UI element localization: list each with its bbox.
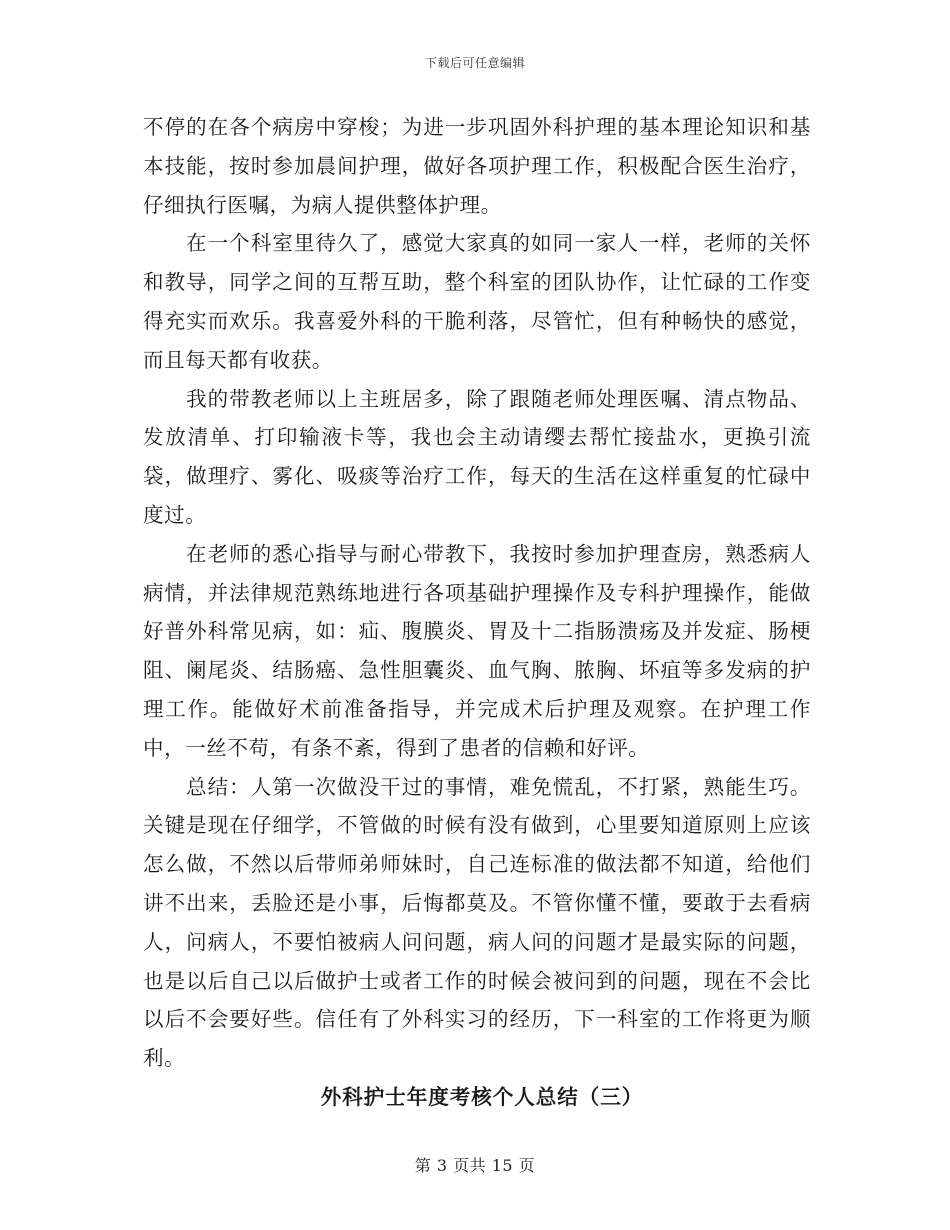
paragraph-4: 在老师的悉心指导与耐心带教下，我按时参加护理查房，熟悉病人病情，并法律规范熟练地进行各项基础护理操作及专科护理操作，能做好普外科常见病，如：疝、腹膜炎、胃及十二指肠溃疡及并发症、肠梗阻、阑尾炎、结肠癌、急性胆囊炎、血气胸、脓胸、坏疽等多发病的护理工作。能做好术前准备指导，并完成术后护理及观察。在护理工作中，一丝不苟，有条不紊，得到了患者的信赖和好评。 (143, 541, 811, 760)
paragraph-2: 在一个科室里待久了，感觉大家真的如同一家人一样，老师的关怀和教导，同学之间的互帮互助，整个科室的团队协作，让忙碌的工作变得充实而欢乐。我喜爱外科的干脆利落，尽管忙，但有种畅快的感觉，而且每天都有收获。 (143, 231, 811, 372)
paragraph-1: 不停的在各个病房中穿梭；为进一步巩固外科护理的基本理论知识和基本技能，按时参加晨间护理，做好各项护理工作，积极配合医生治疗，仔细执行医嘱，为病人提供整体护理。 (143, 115, 811, 217)
page-footer: 第 3 页共 15 页 (414, 1156, 536, 1175)
section-title: 外科护士年度考核个人总结（三） (320, 1084, 644, 1109)
page-header: 下载后可任意编辑 (424, 56, 525, 70)
paragraph-5: 总结：人第一次做没干过的事情，难免慌乱，不打紧，熟能生巧。关键是现在仔细学，不管做的时候有没有做到，心里要知道原则上应该怎么做，不然以后带师弟师妹时，自己连标准的做法都不知道，给他们讲不出来，丢脸还是小事，后悔都莫及。不管你懂不懂，要敢于去看病人，问病人，不要怕被病人问问题，病人问的问题才是最实际的问题，也是以后自己以后做护士或者工作的时候会被问到的问题，现在不会比以后不会要好些。信任有了外科实习的经历，下一科室的工作将更为顺利。 (143, 774, 811, 1071)
document-body (143, 108, 811, 1117)
paragraph-3: 我的带教老师以上主班居多，除了跟随老师处理医嘱、清点物品、发放清单、打印输液卡等，我也会主动请缨去帮忙接盐水，更换引流袋，做理疗、雾化、吸痰等治疗工作，每天的生活在这样重复的忙碌中度过。 (143, 386, 811, 527)
